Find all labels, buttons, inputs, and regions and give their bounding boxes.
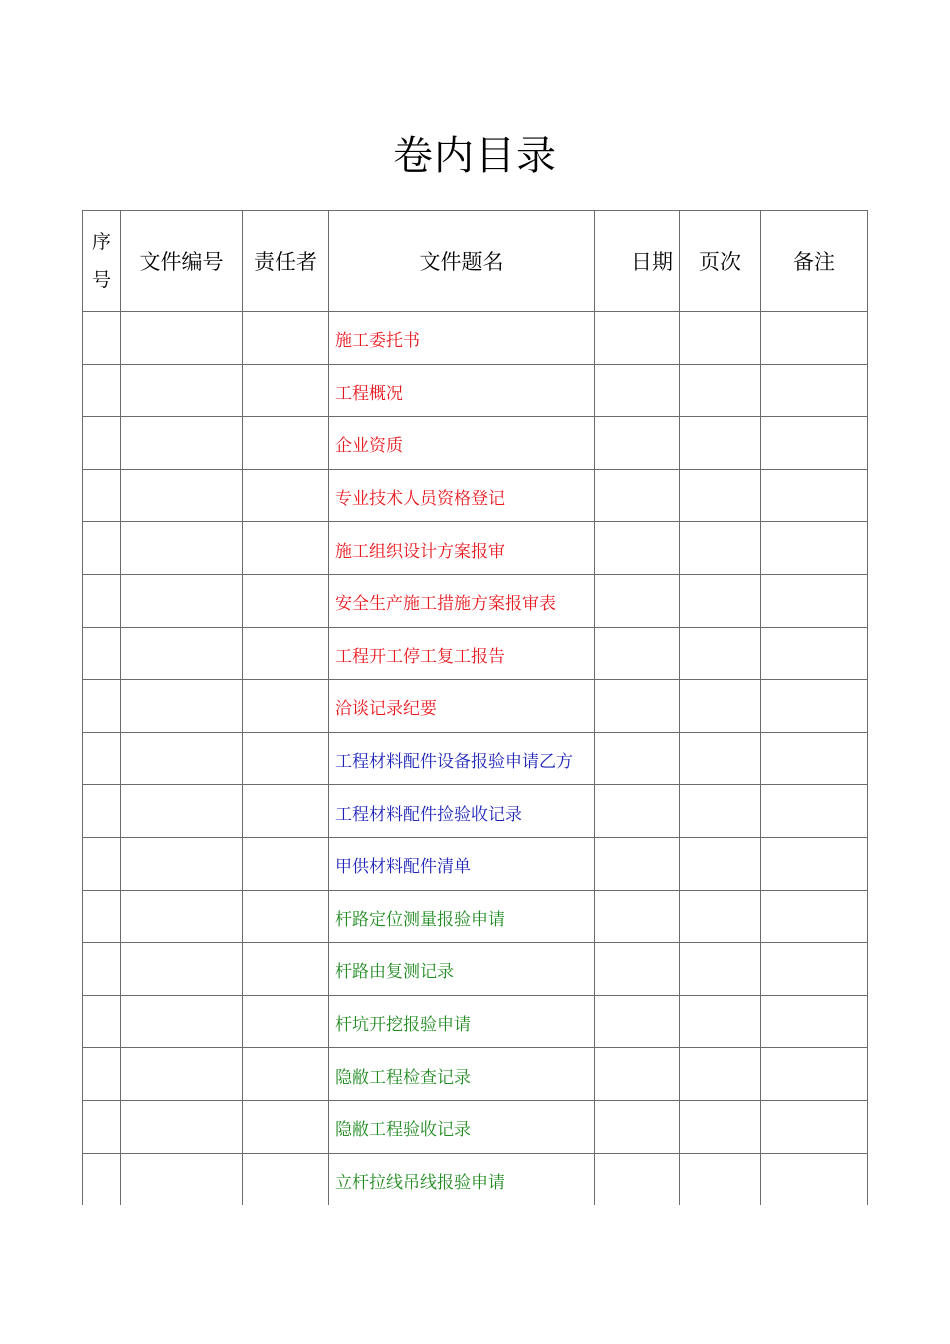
remark-cell [761, 574, 868, 627]
remark-cell [761, 943, 868, 996]
table-row [83, 995, 868, 1048]
page-cell [680, 732, 761, 785]
title-cell: 工程概况 [329, 364, 595, 417]
table-row [83, 890, 868, 943]
title-cell: 洽谈记录纪要 [329, 680, 595, 733]
seq-cell [83, 312, 121, 365]
responsible-cell [243, 943, 329, 996]
table-row [83, 837, 868, 890]
seq-cell [83, 469, 121, 522]
title-cell: 施工委托书 [329, 312, 595, 365]
title-cell: 立杆拉线吊线报验申请 [329, 1153, 595, 1205]
file-no-cell [121, 1153, 243, 1205]
seq-cell [83, 1100, 121, 1153]
date-cell [595, 417, 680, 470]
file-no-cell [121, 1100, 243, 1153]
remark-cell [761, 785, 868, 838]
file-no-cell [121, 574, 243, 627]
date-cell [595, 1048, 680, 1101]
responsible-cell [243, 574, 329, 627]
file-no-cell [121, 837, 243, 890]
toc-body [83, 312, 868, 1206]
responsible-cell [243, 1153, 329, 1205]
seq-cell [83, 785, 121, 838]
remark-cell [761, 1153, 868, 1205]
date-cell [595, 732, 680, 785]
page-cell [680, 680, 761, 733]
page-cell [680, 417, 761, 470]
remark-cell [761, 417, 868, 470]
page-cell [680, 469, 761, 522]
date-cell [595, 1100, 680, 1153]
remark-cell [761, 837, 868, 890]
date-cell [595, 522, 680, 575]
page-cell [680, 837, 761, 890]
table-row [83, 574, 868, 627]
responsible-cell [243, 1100, 329, 1153]
file-no-cell [121, 627, 243, 680]
file-no-cell [121, 732, 243, 785]
header-seq-line1: 序 [91, 231, 111, 253]
table-row [83, 1153, 868, 1205]
page-cell [680, 312, 761, 365]
header-file-no: 文件编号 [121, 211, 243, 312]
date-cell [595, 1153, 680, 1205]
date-cell [595, 890, 680, 943]
table-row [83, 522, 868, 575]
responsible-cell [243, 469, 329, 522]
file-no-cell [121, 312, 243, 365]
responsible-cell [243, 364, 329, 417]
remark-cell [761, 312, 868, 365]
responsible-cell [243, 627, 329, 680]
header-file-title: 文件题名 [329, 211, 595, 312]
date-cell [595, 469, 680, 522]
seq-cell [83, 574, 121, 627]
seq-cell [83, 680, 121, 733]
date-cell [595, 995, 680, 1048]
seq-cell [83, 995, 121, 1048]
responsible-cell [243, 732, 329, 785]
file-no-cell [121, 522, 243, 575]
page-cell [680, 890, 761, 943]
title-cell: 企业资质 [329, 417, 595, 470]
title-cell: 工程开工停工复工报告 [329, 627, 595, 680]
header-row [83, 211, 868, 312]
table-row [83, 364, 868, 417]
table-row [83, 732, 868, 785]
responsible-cell [243, 312, 329, 365]
table-row [83, 1048, 868, 1101]
header-seq [83, 211, 121, 312]
header-remark: 备注 [761, 211, 868, 312]
page-cell [680, 785, 761, 838]
remark-cell [761, 469, 868, 522]
title-cell: 工程材料配件设备报验申请乙方 [329, 732, 595, 785]
remark-cell [761, 1048, 868, 1101]
date-cell [595, 364, 680, 417]
remark-cell [761, 995, 868, 1048]
table-row [83, 680, 868, 733]
seq-cell [83, 522, 121, 575]
page-cell [680, 364, 761, 417]
title-cell: 甲供材料配件清单 [329, 837, 595, 890]
responsible-cell [243, 417, 329, 470]
table-row [83, 417, 868, 470]
remark-cell [761, 522, 868, 575]
table-row [83, 469, 868, 522]
responsible-cell [243, 1048, 329, 1101]
responsible-cell [243, 522, 329, 575]
responsible-cell [243, 785, 329, 838]
page-cell [680, 574, 761, 627]
page-cell [680, 943, 761, 996]
title-cell: 工程材料配件捡验收记录 [329, 785, 595, 838]
table-row [83, 943, 868, 996]
seq-cell [83, 1153, 121, 1205]
page-title: 卷内目录 [393, 133, 557, 179]
header-date: 日期 [595, 211, 680, 312]
seq-cell [83, 890, 121, 943]
header-seq-line2: 号 [91, 269, 111, 291]
title-cell: 施工组织设计方案报审 [329, 522, 595, 575]
page-cell [680, 1153, 761, 1205]
table-row [83, 312, 868, 365]
header-page: 页次 [680, 211, 761, 312]
file-no-cell [121, 417, 243, 470]
file-no-cell [121, 680, 243, 733]
remark-cell [761, 1100, 868, 1153]
page-cell [680, 627, 761, 680]
seq-cell [83, 1048, 121, 1101]
table-row [83, 627, 868, 680]
file-no-cell [121, 1048, 243, 1101]
title-cell: 杆路由复测记录 [329, 943, 595, 996]
title-cell: 隐敝工程检查记录 [329, 1048, 595, 1101]
date-cell [595, 785, 680, 838]
header-responsible: 责任者 [243, 211, 329, 312]
remark-cell [761, 364, 868, 417]
title-cell: 隐敝工程验收记录 [329, 1100, 595, 1153]
seq-cell [83, 732, 121, 785]
file-no-cell [121, 890, 243, 943]
title-cell: 杆路定位测量报验申请 [329, 890, 595, 943]
file-no-cell [121, 995, 243, 1048]
remark-cell [761, 732, 868, 785]
page-cell [680, 522, 761, 575]
responsible-cell [243, 995, 329, 1048]
file-no-cell [121, 785, 243, 838]
page-cell [680, 1100, 761, 1153]
seq-cell [83, 364, 121, 417]
file-no-cell [121, 469, 243, 522]
date-cell [595, 627, 680, 680]
table-row [83, 1100, 868, 1153]
table-row [83, 785, 868, 838]
title-cell: 专业技术人员资格登记 [329, 469, 595, 522]
responsible-cell [243, 837, 329, 890]
seq-cell [83, 837, 121, 890]
date-cell [595, 837, 680, 890]
seq-cell [83, 943, 121, 996]
seq-cell [83, 417, 121, 470]
date-cell [595, 943, 680, 996]
page-cell [680, 1048, 761, 1101]
seq-cell [83, 627, 121, 680]
responsible-cell [243, 890, 329, 943]
date-cell [595, 574, 680, 627]
file-no-cell [121, 364, 243, 417]
date-cell [595, 680, 680, 733]
date-cell [595, 312, 680, 365]
page-cell [680, 995, 761, 1048]
remark-cell [761, 890, 868, 943]
file-no-cell [121, 943, 243, 996]
responsible-cell [243, 680, 329, 733]
remark-cell [761, 627, 868, 680]
toc-table [82, 210, 868, 1205]
title-cell: 安全生产施工措施方案报审表 [329, 574, 595, 627]
title-cell: 杆坑开挖报验申请 [329, 995, 595, 1048]
remark-cell [761, 680, 868, 733]
